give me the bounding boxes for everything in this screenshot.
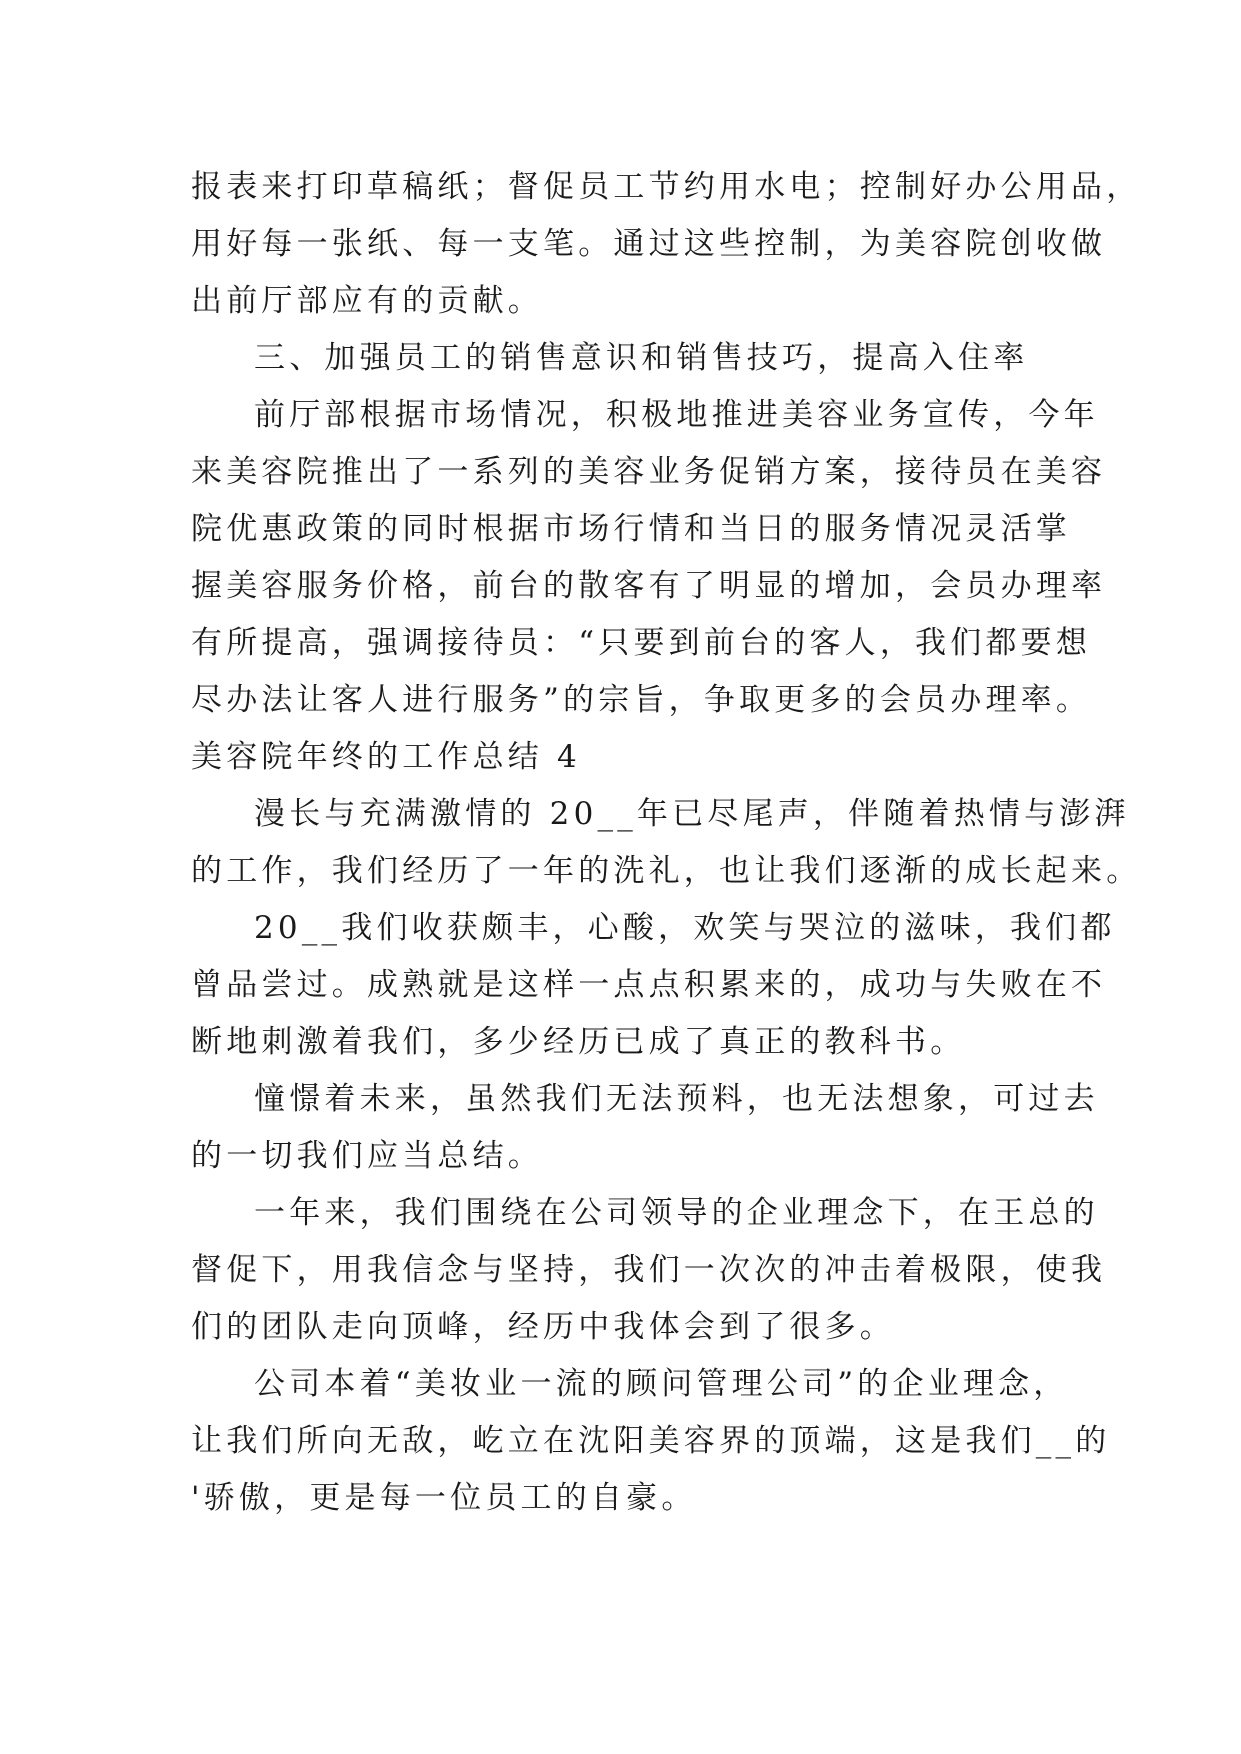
text-line: 院优惠政策的同时根据市场行情和当日的服务情况灵活掌 — [191, 511, 1071, 547]
text-line: 的工作，我们经历了一年的洗礼，也让我们逐渐的成长起来。 — [191, 853, 1142, 889]
text-line: 一年来，我们围绕在公司领导的企业理念下，在王总的 — [254, 1195, 1099, 1231]
text-line: 握美容服务价格，前台的散客有了明显的增加，会员办理率 — [191, 568, 1107, 604]
text-line: 让我们所向无敌，屹立在沈阳美容界的顶端，这是我们__的 — [191, 1423, 1111, 1459]
text-line: 尽办法让客人进行服务”的宗旨，争取更多的会员办理率。 — [191, 682, 1092, 718]
text-line: 漫长与充满激情的 20__年已尽尾声，伴随着热情与澎湃 — [254, 796, 1130, 832]
text-line: 用好每一张纸、每一支笔。通过这些控制，为美容院创收做 — [191, 226, 1107, 262]
article-title: 美容院年终的工作总结 4 — [191, 739, 581, 775]
text-line: 断地刺激着我们，多少经历已成了真正的教科书。 — [191, 1024, 966, 1060]
text-line: 前厅部根据市场情况，积极地推进美容业务宣传，今年 — [254, 397, 1099, 433]
text-line: 来美容院推出了一系列的美容业务促销方案，接待员在美容 — [191, 454, 1107, 490]
text-line: 20__我们收获颇丰，心酸，欢笑与哭泣的滋味，我们都 — [254, 910, 1116, 946]
text-line: 憧憬着未来，虽然我们无法预料，也无法想象，可过去 — [254, 1081, 1099, 1117]
text-line: 有所提高，强调接待员：“只要到前台的客人，我们都要想 — [191, 625, 1092, 661]
text-line: '骄傲，更是每一位员工的自豪。 — [191, 1480, 697, 1516]
text-line: 出前厅部应有的贡献。 — [191, 283, 543, 319]
text-line: 督促下，用我信念与坚持，我们一次次的冲击着极限，使我 — [191, 1252, 1107, 1288]
text-line: 们的团队走向顶峰，经历中我体会到了很多。 — [191, 1309, 895, 1345]
text-line: 的一切我们应当总结。 — [191, 1138, 543, 1174]
text-line: 公司本着“美妆业一流的顾问管理公司”的企业理念， — [254, 1366, 1069, 1402]
text-line: 曾品尝过。成熟就是这样一点点积累来的，成功与失败在不 — [191, 967, 1107, 1003]
section-heading: 三、加强员工的销售意识和销售技巧，提高入住率 — [254, 340, 1029, 376]
text-line: 报表来打印草稿纸；督促员工节约用水电；控制好办公用品， — [191, 169, 1142, 205]
